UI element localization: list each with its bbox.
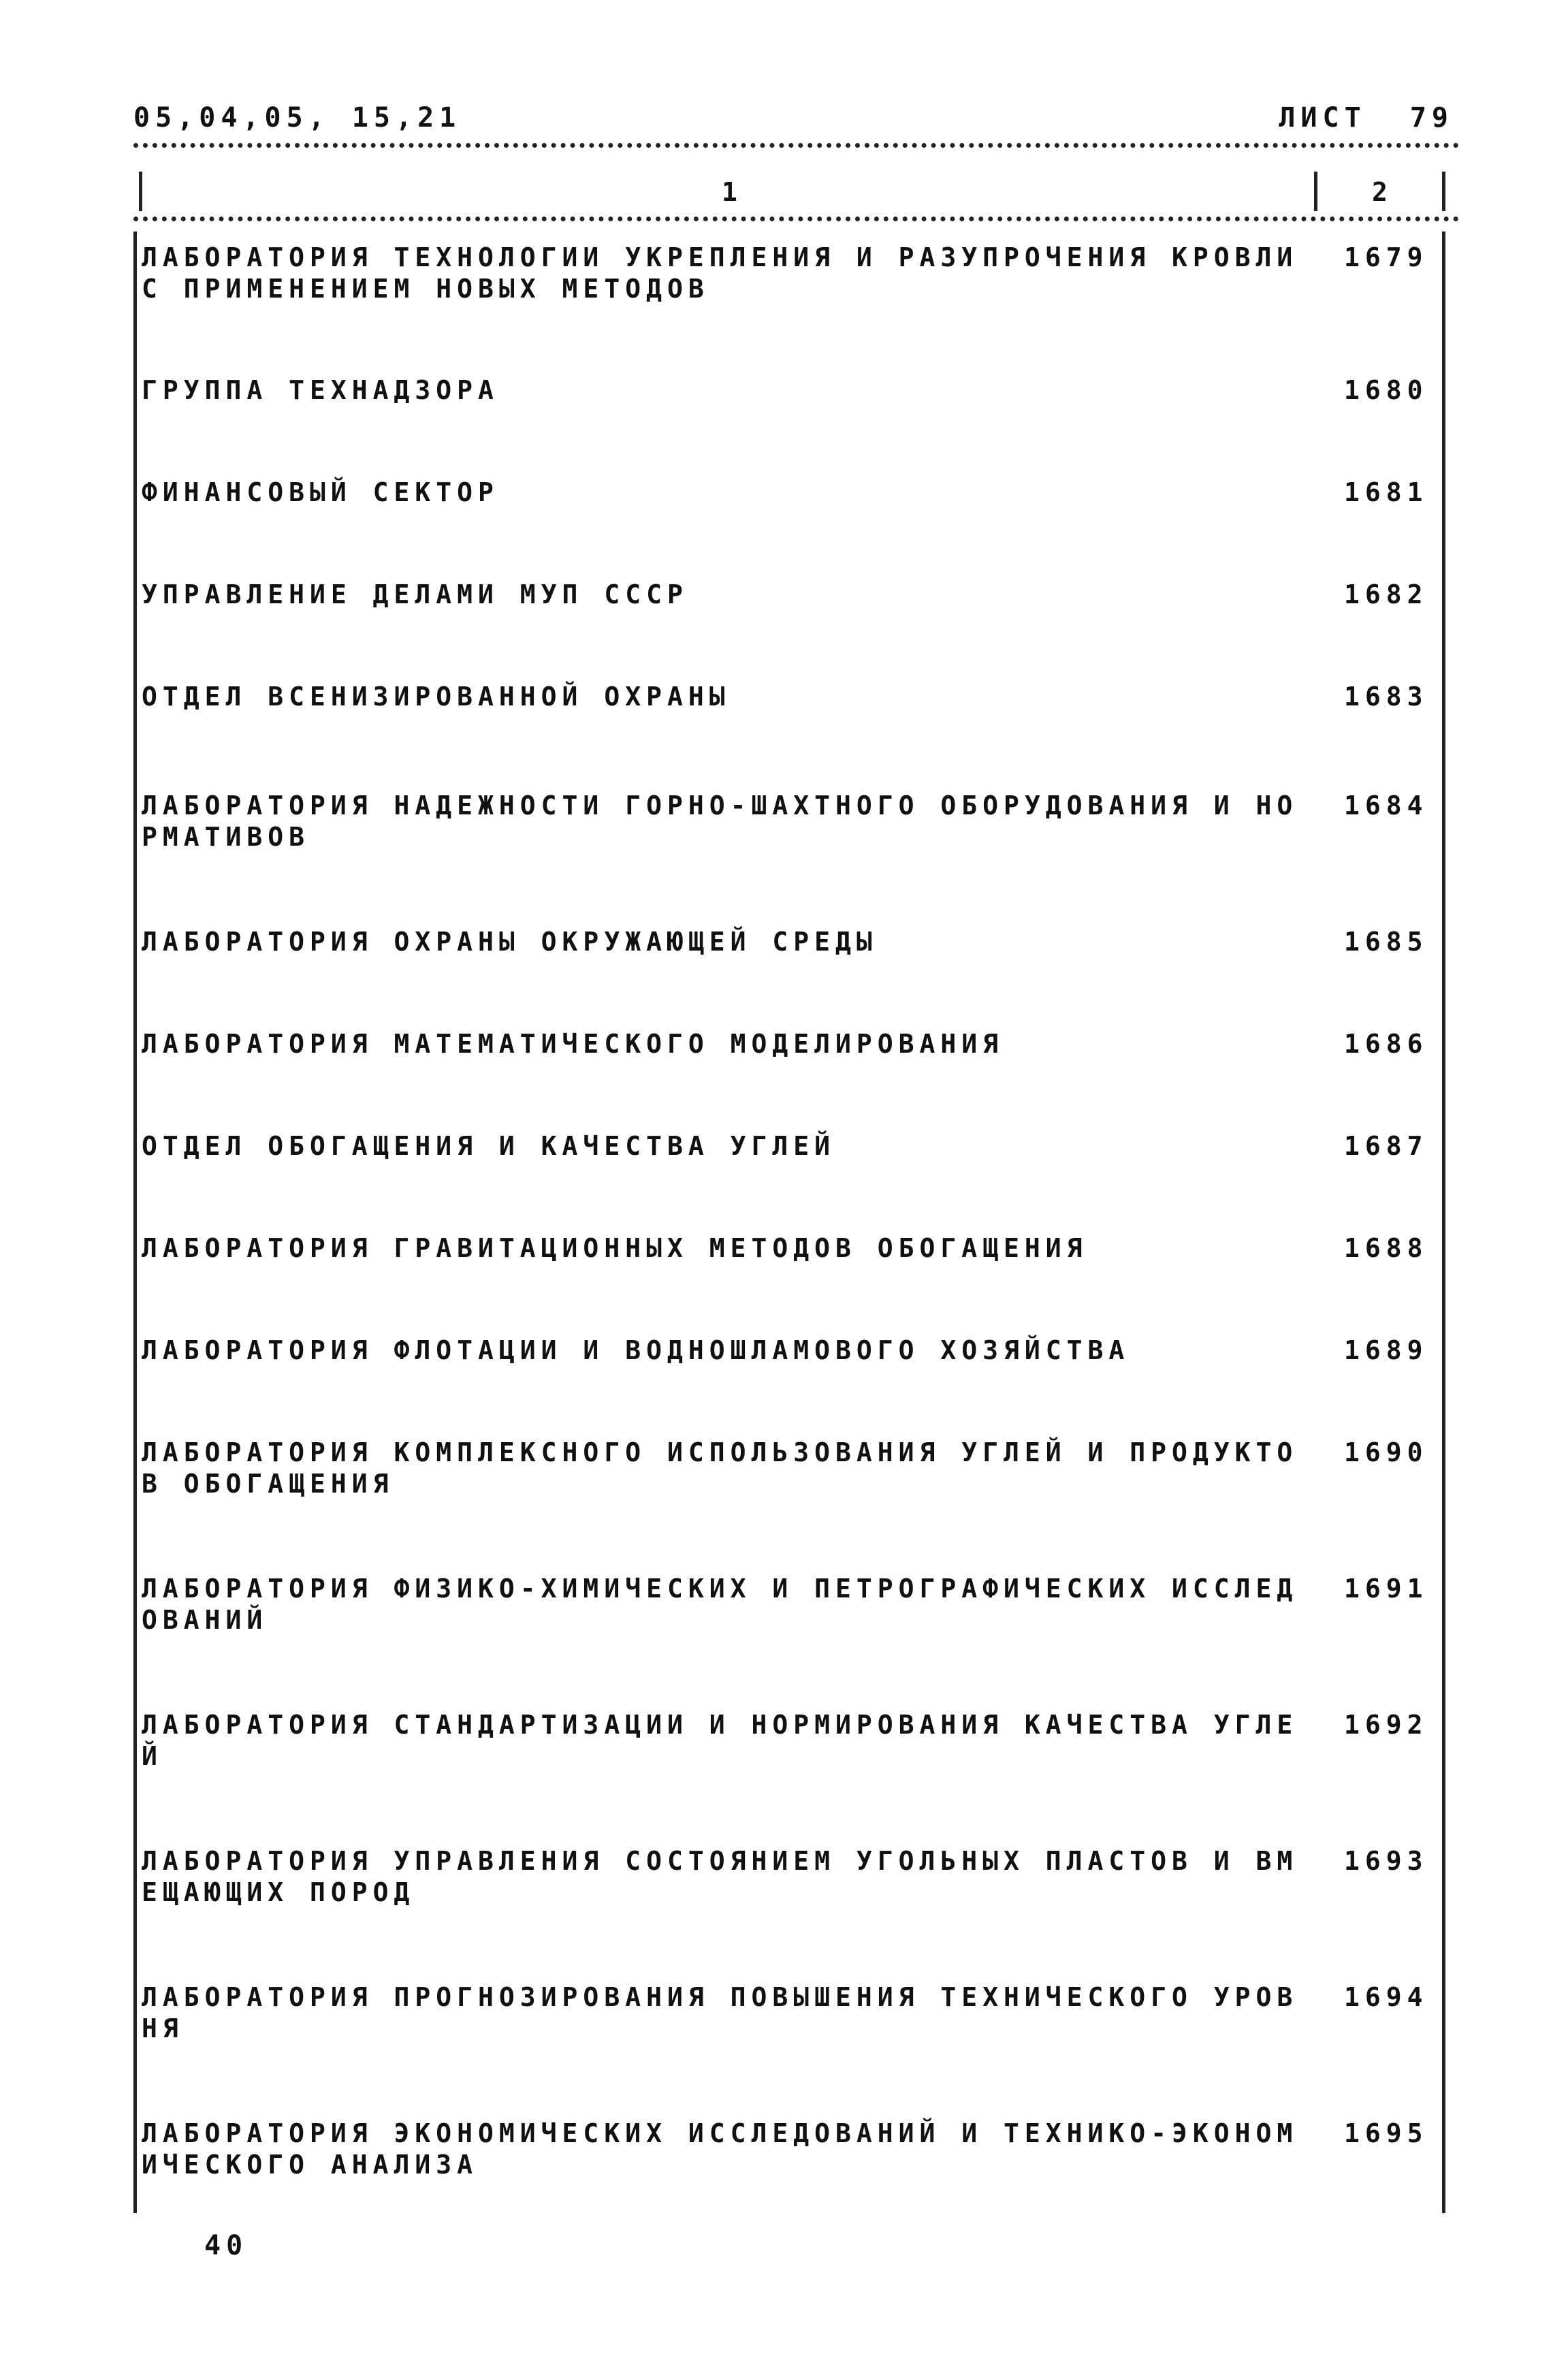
date-stamp: 05,04,05, 15,21 bbox=[133, 102, 462, 133]
column-header-1: 1 bbox=[722, 177, 743, 207]
department-code: 1679 bbox=[1344, 242, 1428, 272]
table-right-border-header bbox=[1442, 172, 1445, 211]
table-left-border-header bbox=[139, 172, 142, 211]
department-code: 1690 bbox=[1344, 1437, 1428, 1467]
department-code: 1681 bbox=[1344, 477, 1428, 507]
header-dotted-rule bbox=[133, 217, 1459, 221]
department-name: ЛАБОРАТОРИЯ ГРАВИТАЦИОННЫХ МЕТОДОВ ОБОГАЩЕНИЯ bbox=[142, 1233, 1088, 1263]
department-name: ФИНАНСОВЫЙ СЕКТОР bbox=[142, 477, 499, 507]
department-code: 1693 bbox=[1344, 1846, 1428, 1876]
department-code: 1686 bbox=[1344, 1029, 1428, 1059]
department-code: 1688 bbox=[1344, 1233, 1428, 1263]
department-name: ЛАБОРАТОРИЯ КОМПЛЕКСНОГО ИСПОЛЬЗОВАНИЯ УГЛЕЙ И ПРОДУКТОВ ОБОГАЩЕНИЯ bbox=[142, 1437, 1298, 1499]
department-name: ЛАБОРАТОРИЯ МАТЕМАТИЧЕСКОГО МОДЕЛИРОВАНИЯ bbox=[142, 1029, 1004, 1059]
column-divider bbox=[1314, 172, 1317, 211]
department-code: 1682 bbox=[1344, 579, 1428, 609]
department-name: ЛАБОРАТОРИЯ ОХРАНЫ ОКРУЖАЮЩЕЙ СРЕДЫ bbox=[142, 927, 878, 957]
department-code: 1692 bbox=[1344, 1710, 1428, 1740]
sheet-number: ЛИСТ 79 bbox=[1279, 102, 1454, 133]
table-right-border bbox=[1442, 232, 1445, 2213]
department-code: 1687 bbox=[1344, 1131, 1428, 1161]
department-name: ЛАБОРАТОРИЯ ТЕХНОЛОГИИ УКРЕПЛЕНИЯ И РАЗУПРОЧЕНИЯ КРОВЛИ С ПРИМЕНЕНИЕМ НОВЫХ МЕТОДОВ bbox=[142, 242, 1298, 304]
department-name: ЛАБОРАТОРИЯ УПРАВЛЕНИЯ СОСТОЯНИЕМ УГОЛЬНЫХ ПЛАСТОВ И ВМЕЩАЮЩИХ ПОРОД bbox=[142, 1846, 1298, 1907]
department-name: ЛАБОРАТОРИЯ ПРОГНОЗИРОВАНИЯ ПОВЫШЕНИЯ ТЕХНИЧЕСКОГО УРОВНЯ bbox=[142, 1982, 1298, 2043]
column-header-2: 2 bbox=[1372, 177, 1393, 207]
department-name: ОТДЕЛ ОБОГАЩЕНИЯ И КАЧЕСТВА УГЛЕЙ bbox=[142, 1131, 835, 1161]
department-name: ОТДЕЛ ВСЕНИЗИРОВАННОЙ ОХРАНЫ bbox=[142, 682, 731, 712]
department-name: ЛАБОРАТОРИЯ ФИЗИКО-ХИМИЧЕСКИХ И ПЕТРОГРАФИЧЕСКИХ ИССЛЕДОВАНИЙ bbox=[142, 1574, 1298, 1635]
page-number: 40 bbox=[204, 2230, 249, 2261]
department-code: 1691 bbox=[1344, 1574, 1428, 1604]
department-name: ГРУППА ТЕХНАДЗОРА bbox=[142, 375, 499, 405]
department-code: 1695 bbox=[1344, 2118, 1428, 2148]
department-name: ЛАБОРАТОРИЯ ЭКОНОМИЧЕСКИХ ИССЛЕДОВАНИЙ И ТЕХНИКО-ЭКОНОМИЧЕСКОГО АНАЛИЗА bbox=[142, 2118, 1298, 2180]
top-dotted-rule bbox=[133, 143, 1459, 148]
department-code: 1689 bbox=[1344, 1335, 1428, 1365]
table-left-border bbox=[133, 232, 137, 2213]
department-code: 1683 bbox=[1344, 682, 1428, 712]
department-name: ЛАБОРАТОРИЯ ФЛОТАЦИИ И ВОДНОШЛАМОВОГО ХОЗЯЙСТВА bbox=[142, 1335, 1130, 1365]
department-name: ЛАБОРАТОРИЯ НАДЕЖНОСТИ ГОРНО-ШАХТНОГО ОБОРУДОВАНИЯ И НОРМАТИВОВ bbox=[142, 791, 1298, 852]
department-name: ЛАБОРАТОРИЯ СТАНДАРТИЗАЦИИ И НОРМИРОВАНИЯ КАЧЕСТВА УГЛЕЙ bbox=[142, 1710, 1298, 1771]
department-code: 1680 bbox=[1344, 375, 1428, 405]
department-code: 1684 bbox=[1344, 791, 1428, 821]
department-code: 1685 bbox=[1344, 927, 1428, 957]
department-code: 1694 bbox=[1344, 1982, 1428, 2012]
department-name: УПРАВЛЕНИЕ ДЕЛАМИ МУП СССР bbox=[142, 579, 688, 609]
